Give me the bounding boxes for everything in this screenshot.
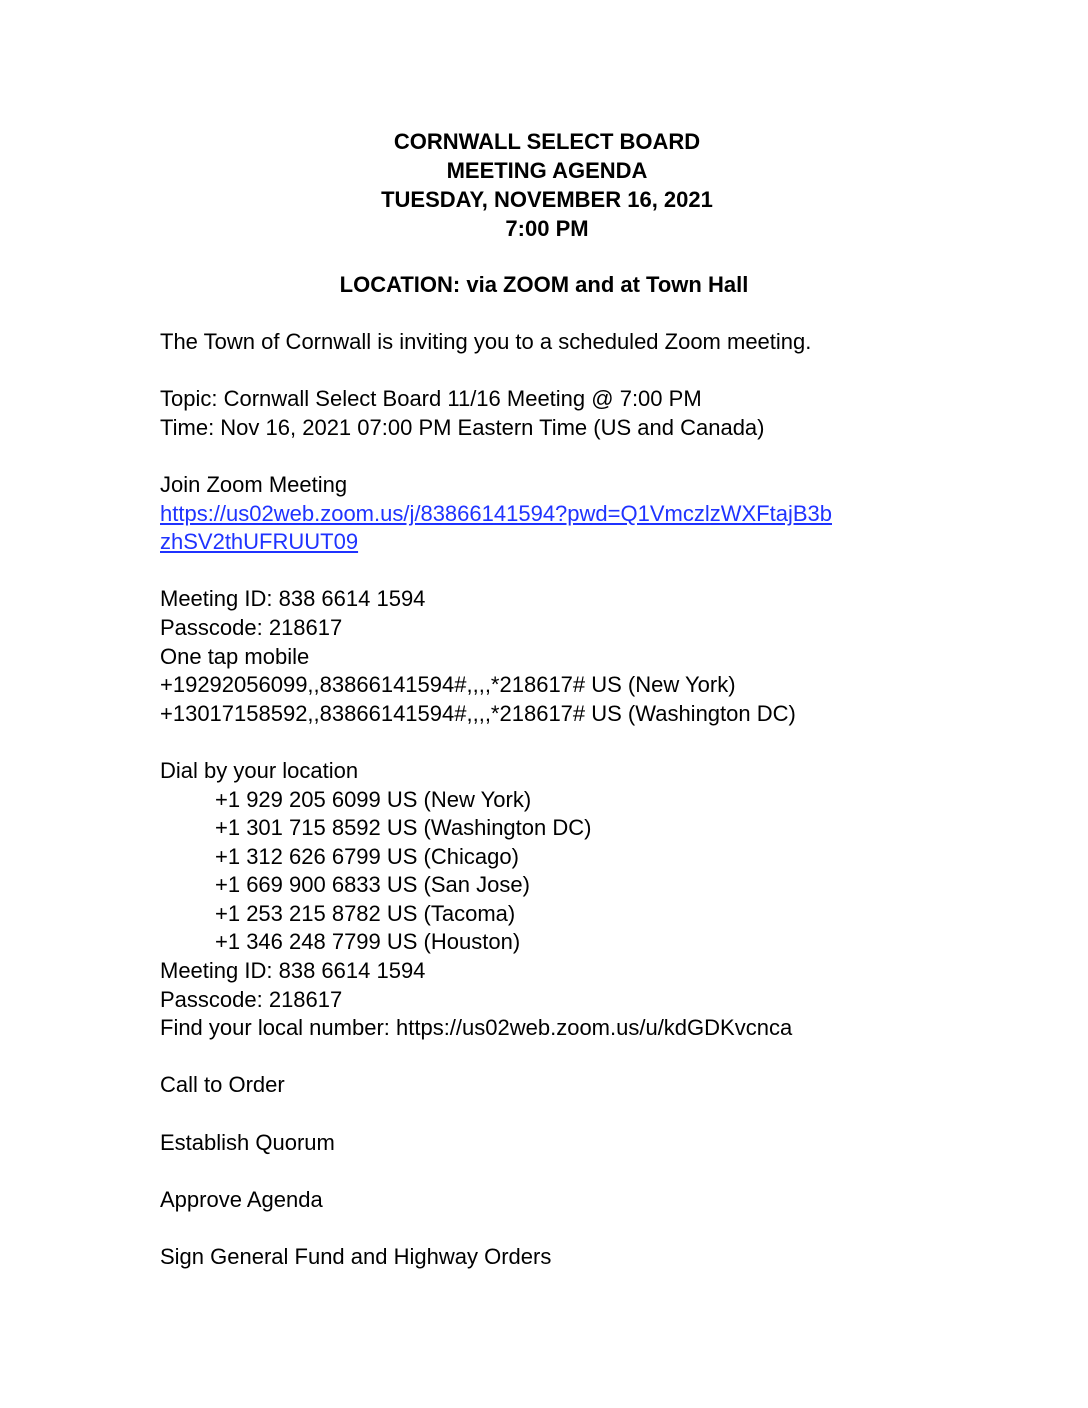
zoom-meeting-link-continued[interactable]: zhSV2thUFRUUT09 — [160, 529, 359, 555]
agenda-item-approve-agenda: Approve Agenda — [160, 1186, 323, 1212]
header-document-type: MEETING AGENDA — [446, 158, 648, 183]
meeting-id-repeat: Meeting ID: 838 6614 1594 — [160, 958, 426, 984]
dial-number: +1 301 715 8592 US (Washington DC) — [215, 815, 592, 841]
meeting-location: LOCATION: via ZOOM and at Town Hall — [339, 272, 749, 297]
agenda-item-sign-orders: Sign General Fund and Highway Orders — [160, 1244, 552, 1269]
dial-number: +1 929 205 6099 US (New York) — [215, 786, 532, 812]
invite-text: The Town of Cornwall is inviting you to a scheduled Zoom meeting. — [160, 329, 812, 354]
agenda-header — [0, 127, 1088, 243]
dial-number: +1 312 626 6799 US (Chicago) — [215, 843, 519, 869]
meeting-passcode: Passcode: 218617 — [160, 614, 343, 640]
meeting-passcode-repeat: Passcode: 218617 — [160, 986, 343, 1012]
one-tap-number: +13017158592,,83866141594#,,,,*218617# US (Washington DC) — [160, 700, 796, 726]
meeting-time: Time: Nov 16, 2021 07:00 PM Eastern Time (US and Canada) — [160, 414, 765, 440]
dial-by-location-label: Dial by your location — [160, 757, 359, 783]
dial-number: +1 346 248 7799 US (Houston) — [215, 929, 521, 955]
agenda-item-call-to-order: Call to Order — [160, 1072, 285, 1098]
header-board-name: CORNWALL SELECT BOARD — [393, 129, 701, 154]
zoom-meeting-link[interactable]: https://us02web.zoom.us/j/83866141594?pwd=Q1VmczlzWXFtajB3b — [160, 500, 832, 526]
header-date: TUESDAY, NOVEMBER 16, 2021 — [381, 187, 713, 212]
dial-number: +1 669 900 6833 US (San Jose) — [215, 872, 530, 898]
agenda-item-establish-quorum: Establish Quorum — [160, 1129, 335, 1155]
join-zoom-label: Join Zoom Meeting — [160, 471, 348, 497]
meeting-id: Meeting ID: 838 6614 1594 — [160, 586, 426, 612]
dial-number: +1 253 215 8782 US (Tacoma) — [215, 900, 516, 926]
one-tap-label: One tap mobile — [160, 643, 310, 669]
document-body — [160, 328, 960, 1272]
meeting-topic: Topic: Cornwall Select Board 11/16 Meeting @ 7:00 PM — [160, 386, 702, 412]
header-time: 7:00 PM — [505, 216, 589, 241]
one-tap-number: +19292056099,,83866141594#,,,,*218617# US (New York) — [160, 672, 736, 698]
find-local-number: Find your local number: https://us02web.zoom.us/u/kdGDKvcnca — [160, 1015, 793, 1041]
